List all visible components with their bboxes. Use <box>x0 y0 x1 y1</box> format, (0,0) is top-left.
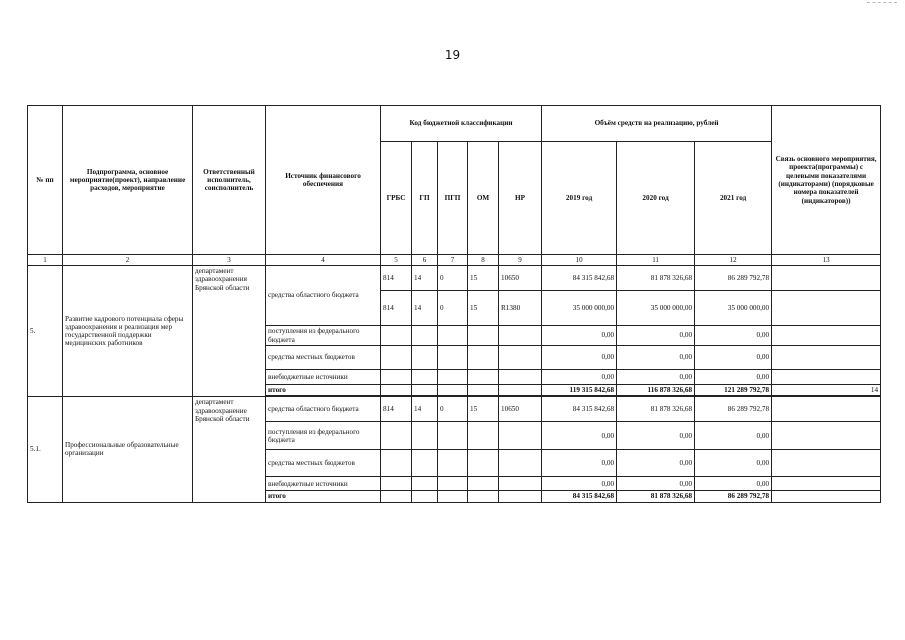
amount-2021: 0,00 <box>695 422 772 450</box>
source-label: средства местных бюджетов <box>266 346 381 370</box>
total-2019: 84 315 842,68 <box>542 491 617 502</box>
col-number: 9 <box>499 255 542 266</box>
header-volume-group: Объём средств на реализацию, рублей <box>542 106 772 142</box>
grbs-cell: 814 <box>381 266 412 291</box>
amount-2019: 0,00 <box>542 477 617 491</box>
total-2021: 86 289 792,78 <box>695 491 772 502</box>
total-2019: 119 315 842,68 <box>542 385 617 396</box>
gp-cell: 14 <box>412 266 438 291</box>
amount-2019: 0,00 <box>542 326 617 346</box>
col-number: 11 <box>617 255 695 266</box>
pgp-cell: 0 <box>438 397 468 422</box>
total-label: итого <box>266 385 381 396</box>
col-number: 2 <box>63 255 193 266</box>
amount-2020: 0,00 <box>617 346 695 370</box>
col-number: 10 <box>542 255 617 266</box>
amount-2019: 0,00 <box>542 422 617 450</box>
source-label: средства областного бюджета <box>266 397 381 422</box>
amount-2019: 0,00 <box>542 346 617 370</box>
pgp-cell: 0 <box>438 291 468 326</box>
source-label: поступления из федерального бюджета <box>266 422 381 450</box>
amount-2019: 35 000 000,00 <box>542 291 617 326</box>
header-pgp: ПГП <box>438 142 468 255</box>
header-source: Источник финансового обеспечения <box>266 106 381 255</box>
amount-2021: 0,00 <box>695 477 772 491</box>
source-label: поступления из федерального бюджета <box>266 326 381 346</box>
column-numbers-row <box>28 255 881 266</box>
link-cell <box>772 266 881 291</box>
total-label: итого <box>266 491 381 502</box>
col-number: 5 <box>381 255 412 266</box>
source-label: средства местных бюджетов <box>266 450 381 477</box>
total-2020: 81 878 326,68 <box>617 491 695 502</box>
pgp-cell: 0 <box>438 266 468 291</box>
header-2020: 2020 год <box>617 142 695 255</box>
om-cell: 15 <box>468 397 499 422</box>
header-no: № пп <box>28 106 63 255</box>
total-2020: 116 878 326,68 <box>617 385 695 396</box>
header-code-group: Код бюджетной классификации <box>381 106 542 142</box>
om-cell: 15 <box>468 291 499 326</box>
program-title: Профессиональные образовательные организации <box>63 397 193 502</box>
row-number: 5. <box>28 266 63 397</box>
col-number: 13 <box>772 255 881 266</box>
source-label: внебюджетные источники <box>266 477 381 491</box>
amount-2021: 86 289 792,78 <box>695 397 772 422</box>
header-2021: 2021 год <box>695 142 772 255</box>
col-number: 3 <box>193 255 266 266</box>
grbs-cell: 814 <box>381 397 412 422</box>
gp-cell: 14 <box>412 397 438 422</box>
executor: департамент здравоохранения Брянской области <box>193 266 266 397</box>
header-program: Подпрограмма, основное мероприятие(проект), направление расходов, мероприятие <box>63 106 193 255</box>
amount-2019: 0,00 <box>542 450 617 477</box>
nr-cell: 10650 <box>499 266 542 291</box>
grbs-cell: 814 <box>381 291 412 326</box>
scan-mark <box>867 2 897 3</box>
col-number: 12 <box>695 255 772 266</box>
header-gp: ГП <box>412 142 438 255</box>
nr-cell: R1380 <box>499 291 542 326</box>
amount-2019: 84 315 842,68 <box>542 397 617 422</box>
nr-cell: 10650 <box>499 397 542 422</box>
amount-2021: 0,00 <box>695 450 772 477</box>
col-number: 1 <box>28 255 63 266</box>
amount-2019: 84 315 842,68 <box>542 266 617 291</box>
amount-2020: 81 878 326,68 <box>617 397 695 422</box>
budget-table <box>27 105 881 503</box>
header-2019: 2019 год <box>542 142 617 255</box>
indicator-link: 14 <box>772 385 881 396</box>
amount-2019: 0,00 <box>542 370 617 385</box>
program-title: Развитие кадрового потенциала сферы здравоохранения и реализация мер государственной поддержки медицинских работников <box>63 266 193 397</box>
amount-2020: 0,00 <box>617 450 695 477</box>
source-label: средства областного бюджета <box>266 266 381 326</box>
col-number: 6 <box>412 255 438 266</box>
amount-2020: 0,00 <box>617 370 695 385</box>
col-number: 7 <box>438 255 468 266</box>
executor: департамент здравоохранение Брянской области <box>193 397 266 502</box>
total-2021: 121 289 792,78 <box>695 385 772 396</box>
amount-2020: 0,00 <box>617 477 695 491</box>
source-label: внебюджетные источники <box>266 370 381 385</box>
amount-2020: 0,00 <box>617 422 695 450</box>
link-cell <box>772 291 881 326</box>
header-executor: Ответственный исполнитель, соисполнитель <box>193 106 266 255</box>
header-nr: НР <box>499 142 542 255</box>
amount-2021: 0,00 <box>695 346 772 370</box>
amount-2021: 0,00 <box>695 326 772 346</box>
header-grbs: ГРБС <box>381 142 412 255</box>
amount-2021: 35 000 000,00 <box>695 291 772 326</box>
row-number: 5.1. <box>28 397 63 502</box>
amount-2020: 81 878 326,68 <box>617 266 695 291</box>
col-number: 4 <box>266 255 381 266</box>
amount-2021: 0,00 <box>695 370 772 385</box>
om-cell: 15 <box>468 266 499 291</box>
header-om: ОМ <box>468 142 499 255</box>
table-row <box>28 266 881 291</box>
page-number: 19 <box>444 48 461 62</box>
amount-2020: 35 000 000,00 <box>617 291 695 326</box>
amount-2020: 0,00 <box>617 326 695 346</box>
gp-cell: 14 <box>412 291 438 326</box>
header-link: Связь основного мероприятия, проекта(программы) с целевыми показателями (индикаторами) (порядковые номера показателей (индикаторов)) <box>772 106 881 255</box>
table-row <box>28 397 881 422</box>
col-number: 8 <box>468 255 499 266</box>
amount-2021: 86 289 792,78 <box>695 266 772 291</box>
